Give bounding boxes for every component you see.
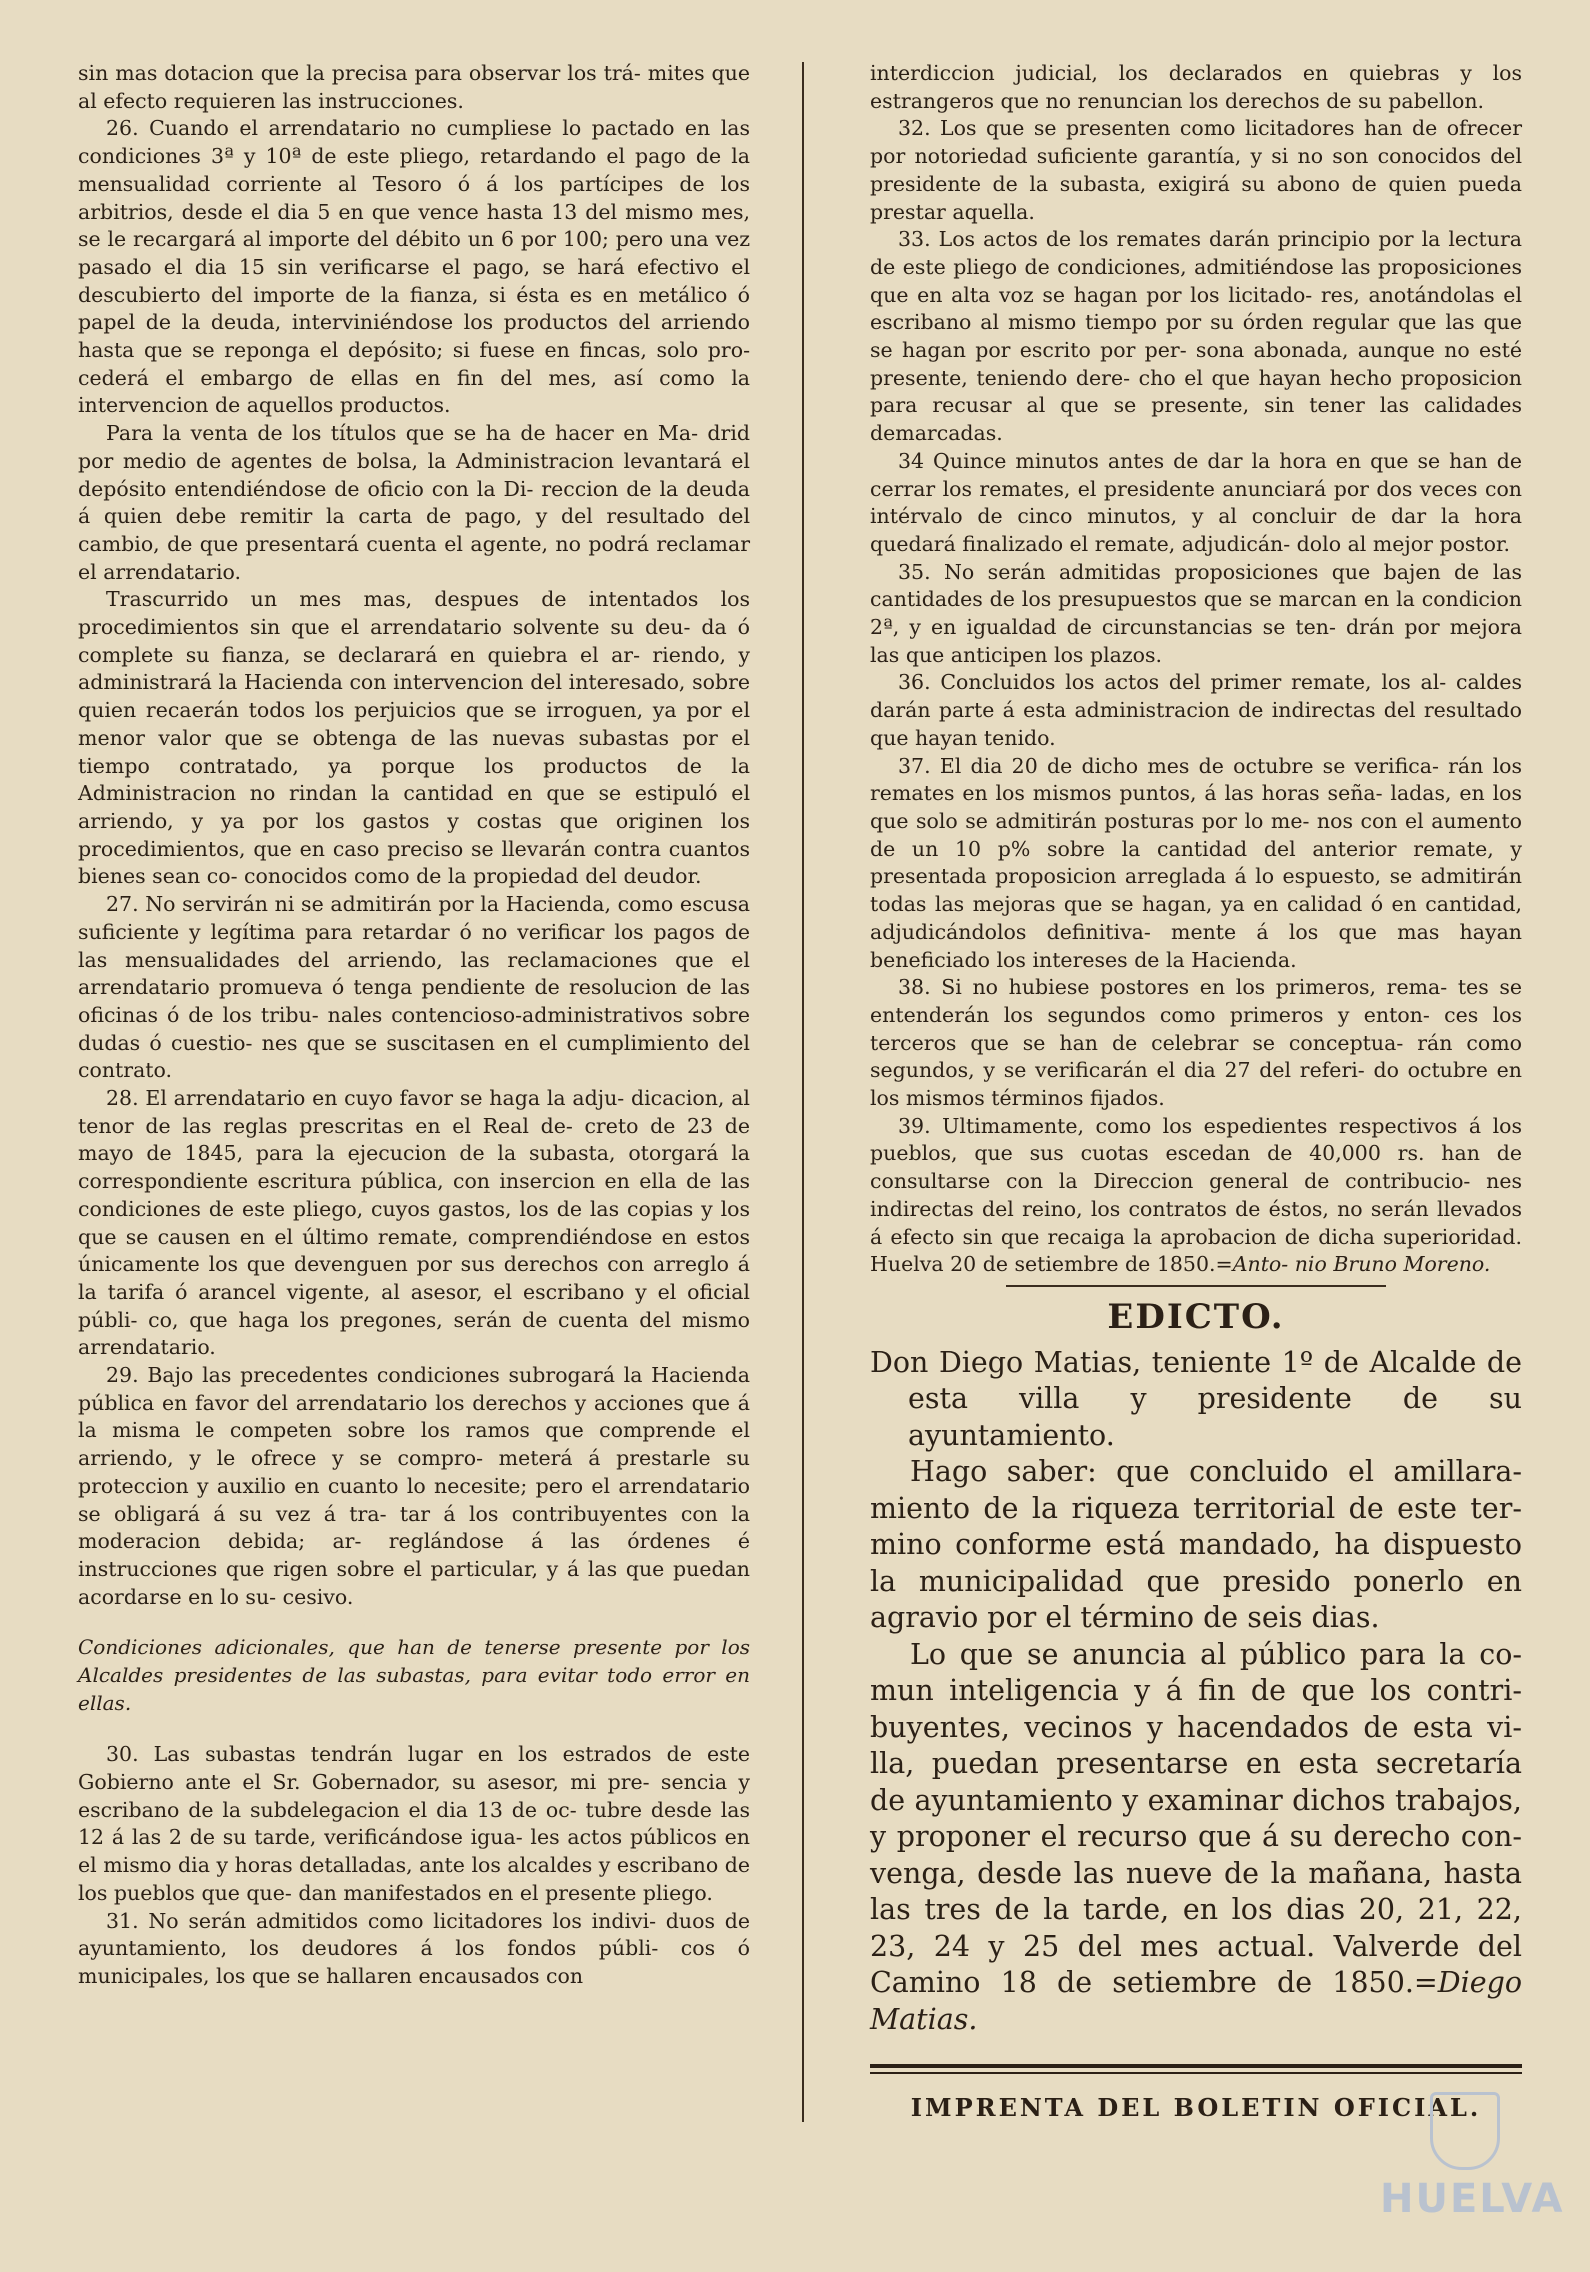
paragraph-30: 30. Las subastas tendrán lugar en los estrados de este Gobierno ante el Sr. Gobernador, su asesor, mi pre- sencia y escribano de la subdelegacion el dia 13 de oc- tubre desde las 12 á las 2 de su tarde, verificándose igua- les actos públicos en el mismo dia y horas detalladas, ante los alcaldes y escribano de los pueblos que que- dan manifestados en el presente pliego.: [78, 1742, 750, 1905]
watermark-text: HUELVA: [1380, 2176, 1565, 2222]
paragraph-trascurrido: Trascurrido un mes mas, despues de intentados los procedimientos sin que el arrendatario solvente su deu- da ó complete su fianza, se declarará en quiebra el ar- riendo, y administrará la Hacienda con intervencion del interesado, sobre quien recaerán todos los perjuicios que se irroguen, ya por el menor valor que se obtenga de las nuevas subastas por el tiempo contratado, ya porque los productos de la Administracion no rindan la cantidad en que se estipuló el arriendo, y ya por los gastos y costas que originen los procedimientos, que en caso preciso se llevarán contra cuantos bienes sean co- conocidos como de la propiedad del deudor.: [78, 587, 750, 889]
paragraph-venta-titulos: Para la venta de los títulos que se ha de hacer en Ma- drid por medio de agentes de bolsa, la Administracion levantará el depósito entendiéndose de oficio con la Di- reccion de la deuda á quien debe remitir la carta de pago, y del resultado del cambio, de que presentará cuenta el agente, no podrá reclamar el arrendatario.: [78, 421, 750, 584]
subheading-condiciones-adicionales: Condiciones adicionales, que han de tenerse presente por los Alcaldes presidentes de las subastas, para evitar todo error en ellas.: [78, 1635, 750, 1716]
column-divider: [802, 62, 804, 2122]
imprenta-footer: IMPRENTA DEL BOLETIN OFICIAL.: [910, 2093, 1482, 2123]
edicto-title: EDICTO.: [1107, 1296, 1285, 1337]
paragraph-26: 26. Cuando el arrendatario no cumpliese lo pactado en las condiciones 3ª y 10ª de este pliego, retardando el pago de la mensualidad corriente al Tesoro ó á los partícipes de los arbitrios, desde el dia 5 en que vence hasta 13 del mismo mes, se le recargará al importe del débito un 6 por 100; pero una vez pasado el dia 15 sin verificarse el pago, se hará efectivo el descubierto del importe de la fianza, si ésta es en metálico ó papel de la deuda, interviniéndose los productos del arriendo hasta que se reponga el depósito; si fuese en fincas, solo pro- cederá el embargo de ellas en fin del mes, así como la intervencion de aquellos productos.: [78, 116, 750, 418]
paragraph-39: [870, 1113, 1522, 1279]
paragraph-intro: sin mas dotacion que la precisa para observar los trá- mites que al efecto requieren las instrucciones.: [78, 61, 750, 113]
paragraph-36: 36. Concluidos los actos del primer remate, los al- caldes darán parte á esta administracion de indirectas del resultado que hayan tenido.: [870, 670, 1522, 750]
paragraph-31: 31. No serán admitidos como licitadores los indivi- duos de ayuntamiento, los deudores á los fondos públi- cos ó municipales, los que se hallaren encausados con: [78, 1908, 750, 1988]
paragraph-35: 35. No serán admitidas proposiciones que bajen de las cantidades de los presupuestos que se marcan en la condicion 2ª, y en igualdad de circunstancias se ten- drán por mejora las que anticipen los plazos.: [870, 559, 1522, 667]
signature-diego-matias: Diego Matias.: [870, 1966, 1522, 2036]
paragraph-34: 34 Quince minutos antes de dar la hora en que se han de cerrar los remates, el presidente anunciará por dos veces con intérvalo de cinco minutos, y al concluir de dar la hora quedará finalizado el remate, adjudicán- dolo al mejor postor.: [870, 448, 1522, 556]
paragraph-37: 37. El dia 20 de dicho mes de octubre se verifica- rán los remates en los mismos puntos, á las horas seña- ladas, en los que solo se admitirán posturas por lo me- nos con el aumento de un 10 p% sobre la cantidad del anterior remate, y presentada proposicion arreglada á lo espuesto, se admitirán todas las mejoras que se hagan, ya en calidad ó en cantidad, adjudicándolos definitiva- mente á los que mas hayan beneficiado los intereses de la Hacienda.: [870, 753, 1522, 972]
paragraph-38: 38. Si no hubiese postores en los primeros, rema- tes se entenderán los segundos como primeros y enton- ces los terceros que se han de celebrar se conceptua- rán como segundos, y se verificarán el dia 27 del referi- do octubre en los mismos términos fijados.: [870, 975, 1522, 1111]
edicto-paragraph-1: Hago saber: que concluido el amillara- miento de la riqueza territorial de este ter- mino conforme está mandado, ha dispuesto la municipalidad que presido ponerlo en agravio por el término de seis dias.: [870, 1455, 1522, 1635]
paragraph-interdiccion: interdiccion judicial, los declarados en quiebras y los estrangeros que no renuncian los derechos de su pabellon.: [870, 61, 1522, 113]
edicto-paragraph-2-text: Lo que se anuncia al público para la co- mun inteligencia y á fin de que los contri- buyentes, vecinos y hacendados de esta vi- lla, puedan presentarse en esta secretaría de ayuntamiento y examinar dichos trabajos, y proponer el recurso que á su derecho con- venga, desde las nueve de la mañana, hasta las tres de la tarde, en los dias 20, 21, 22, 23, 24 y 25 del mes actual. Valverde del Camino 18 de setiembre de 1850.=: [870, 1637, 1522, 2000]
edicto-paragraph-2: [870, 1637, 1522, 2039]
paragraph-32: 32. Los que se presenten como licitadores han de ofrecer por notoriedad suficiente garantía, y si no son conocidos del presidente de la subasta, exigirá su abono de quien pueda prestar aquella.: [870, 116, 1522, 224]
paragraph-29: 29. Bajo las precedentes condiciones subrogará la Hacienda pública en favor del arrendatario los derechos y acciones que á la misma le competen sobre los ramos que comprende el arriendo, y le ofrece y se compro- meterá á prestarle su proteccion y auxilio en cuanto lo necesite; pero el arrendatario se obligará á su vez á tra- tar á los contribuyentes con la moderacion debida; ar- reglándose á las órdenes é instrucciones que rigen sobre el particular, y á las que puedan acordarse en lo su- cesivo.: [78, 1363, 750, 1609]
archive-watermark: [1380, 2092, 1565, 2242]
right-column: [870, 60, 1522, 2122]
coat-of-arms-icon: [1430, 2092, 1500, 2170]
paragraph-27: 27. No servirán ni se admitirán por la Hacienda, como escusa suficiente y legítima para retardar ó no verificar los pagos de las mensualidades del arriendo, las reclamaciones que el arrendatario promueva ó tenga pendiente de resolucion de las oficinas ó de los tribu- nales contencioso-administrativos sobre dudas ó cuestio- nes que se suscitasen en el cumplimiento del contrato.: [78, 892, 750, 1083]
edicto-body: [870, 1345, 1522, 2039]
paragraph-39-text: 39. Ultimamente, como los espedientes respectivos á los pueblos, que sus cuotas escedan de 40,000 rs. han de consultarse con la Direccion general de contribucio- nes indirectas del reino, los contratos de éstos, no serán llevados á efecto sin que recaiga la aprobacion de dicha superioridad. Huelva 20 de setiembre de 1850.=: [870, 1113, 1522, 1277]
left-column: [78, 60, 750, 1991]
section-rule: [1006, 1285, 1386, 1287]
paragraph-28: 28. El arrendatario en cuyo favor se haga la adju- dicacion, al tenor de las reglas prescritas en el Real de- creto de 23 de mayo de 1845, para la ejecucion de la subasta, otorgará la correspondiente escritura pública, con insercion en ella de las condiciones de este pliego, cuyos gastos, los de las copias y los que se causen en el último remate, comprendiéndose en estos únicamente los que devenguen por sus derechos con arreglo á la tarifa ó arancel vigente, al asesor, el escribano y el oficial públi- co, que haga los pregones, serán de cuenta del mismo arrendatario.: [78, 1086, 750, 1360]
paragraph-33: 33. Los actos de los remates darán principio por la lectura de este pliego de condiciones, admitiéndose las proposiciones que en alta voz se hagan por los licitado- res, anotándolas el escribano al mismo tiempo por su órden regular que las que se hagan por escrito por per- sona abonada, aunque no esté presente, teniendo dere- cho el que hayan hecho proposicion para recusar al que se presente, sin tener las calidades demarcadas.: [870, 227, 1522, 446]
footer-double-rule: [870, 2064, 1522, 2074]
edicto-header: Don Diego Matias, teniente 1º de Alcalde de esta villa y presidente de su ayuntamiento.: [870, 1345, 1522, 1452]
signature-antonio-bruno-moreno: Anto- nio Bruno Moreno.: [1232, 1252, 1491, 1277]
